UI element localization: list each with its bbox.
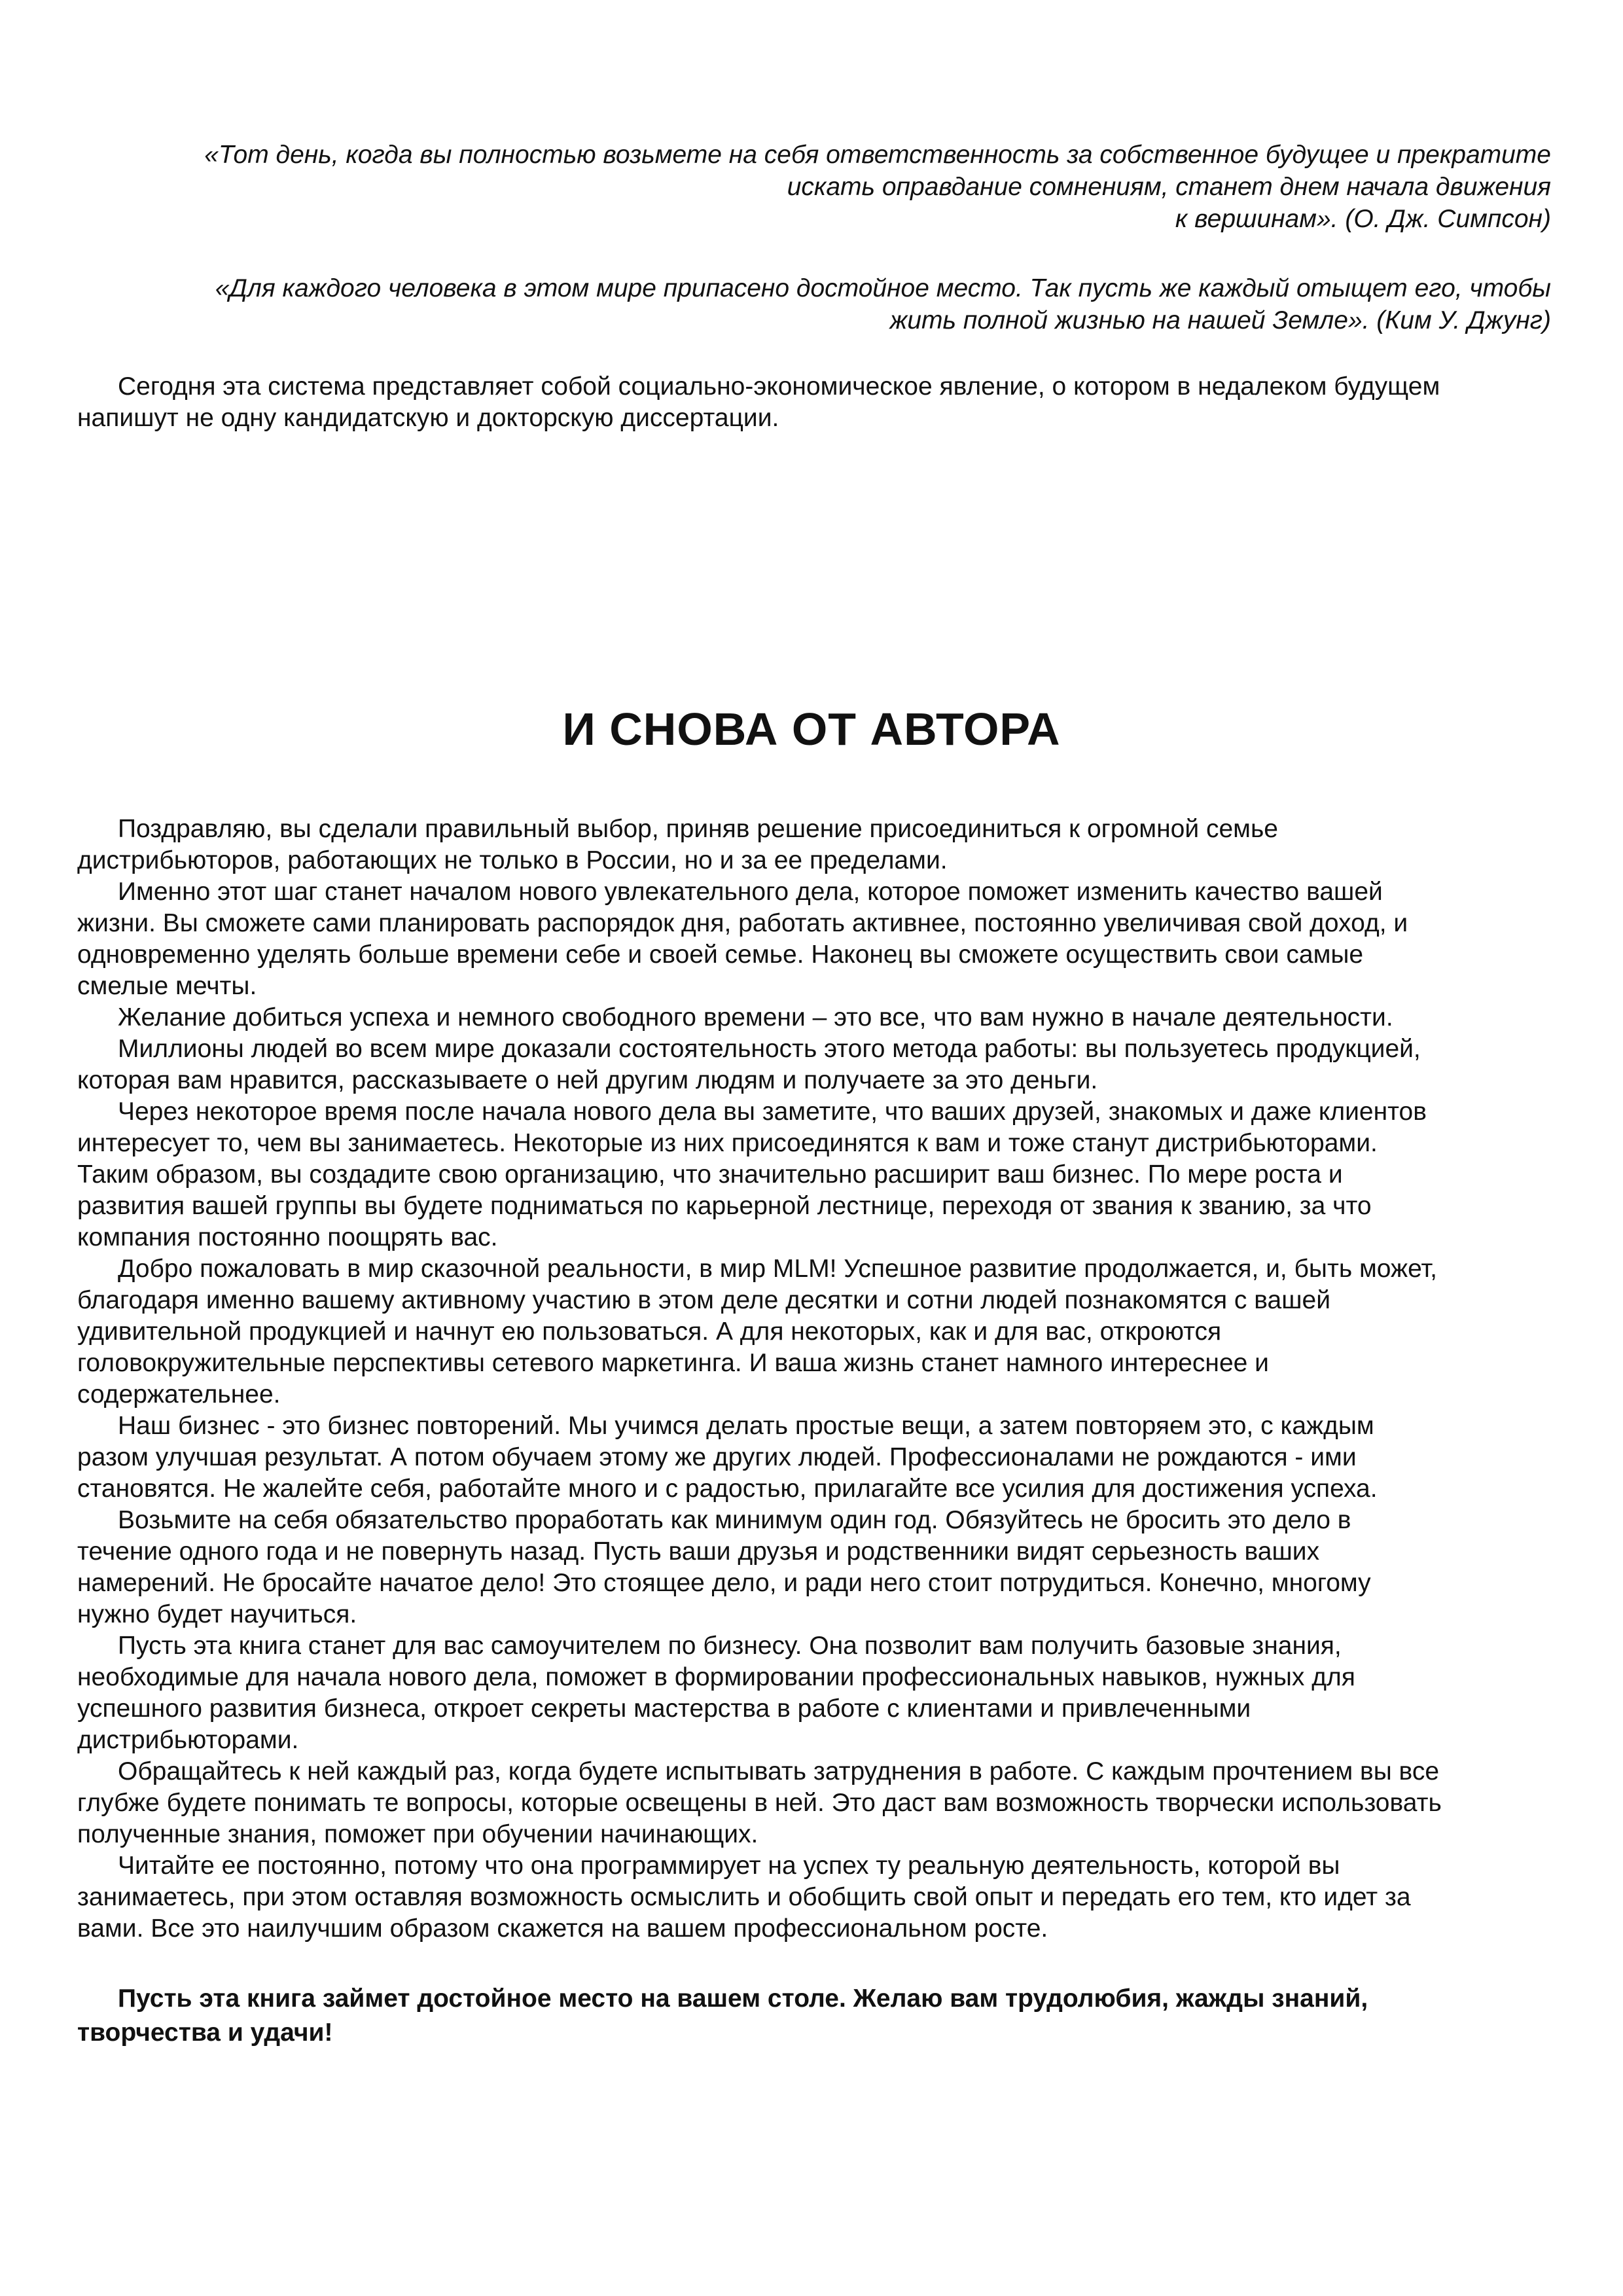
text-line: интересует то, чем вы занимаетесь. Некоторые из них присоединятся к вам и тоже станут дистрибьюторами. (77, 1129, 1378, 1157)
text-line: Сегодня эта система представляет собой социально-экономическое явление, о котором в недалеком будущем (118, 372, 1440, 401)
text-line: намерений. Не бросайте начатое дело! Это стоящее дело, и ради него стоит потрудиться. Конечно, многому (77, 1569, 1371, 1597)
text-line: одновременно уделять больше времени себе и своей семье. Наконец вы сможете осуществить свои самые (77, 941, 1364, 969)
closing-statement (77, 1982, 1553, 2050)
text-line: полученные знания, поможет при обучении начинающих. (77, 1820, 758, 1848)
text-line: Желание добиться успеха и немного свободного времени – это все, что вам нужно в начале деятельности. (118, 1003, 1393, 1031)
text-line: Наш бизнес - это бизнес повторений. Мы учимся делать простые вещи, а затем повторяем это, с каждым (118, 1412, 1374, 1440)
text-line: Пусть эта книга займет достойное место на вашем столе. Желаю вам трудолюбия, жажды знаний, (118, 1984, 1368, 2013)
text-line: Таким образом, вы создадите свою организацию, что значительно расширит ваш бизнес. По мере роста и (77, 1160, 1343, 1189)
text-line: Обращайтесь к ней каждый раз, когда будете испытывать затруднения в работе. С каждым прочтением вы все (118, 1757, 1440, 1785)
text-line: глубже будете понимать те вопросы, которые освещены в ней. Это даст вам возможность творчески использовать (77, 1789, 1442, 1817)
quote-line: к вершинам». (О. Дж. Симпсон) (1175, 205, 1551, 233)
epigraph-quote-simpson (46, 139, 1551, 235)
text-line: Добро пожаловать в мир сказочной реальности, в мир MLM! Успешное развитие продолжается, и, быть может, (118, 1255, 1437, 1283)
text-line: Через некоторое время после начала нового дела вы заметите, что ваших друзей, знакомых и даже клиентов (118, 1098, 1427, 1126)
text-line: успешного развития бизнеса, откроет секреты мастерства в работе с клиентами и привлеченными (77, 1695, 1251, 1723)
text-line: развития вашей группы вы будете подниматься по карьерной лестнице, переходя от звания к званию, за что (77, 1192, 1372, 1220)
text-line: разом улучшая результат. А потом обучаем этому же других людей. Профессионалами не рождаются - ими (77, 1443, 1357, 1471)
text-line: жизни. Вы сможете сами планировать распорядок дня, работать активнее, постоянно увеличивая свой доход, и (77, 909, 1408, 937)
text-line: компания постоянно поощрять вас. (77, 1223, 498, 1251)
text-line: дистрибьюторами. (77, 1726, 299, 1754)
text-line: дистрибьюторов, работающих не только в России, но и за ее пределами. (77, 846, 948, 874)
text-line: Возьмите на себя обязательство проработать как минимум один год. Обязуйтесь не бросить это дело в (118, 1506, 1351, 1534)
text-line: течение одного года и не повернуть назад. Пусть ваши друзья и родственники видят серьезность ваших (77, 1537, 1320, 1566)
text-line: Читайте ее постоянно, потому что она программирует на успех ту реальную деятельность, которой вы (118, 1852, 1340, 1880)
text-line: Миллионы людей во всем мире доказали состоятельность этого метода работы: вы пользуетесь продукцией, (118, 1035, 1421, 1063)
quote-line: «Для каждого человека в этом мире припасено достойное место. Так пусть же каждый отыщет его, чтобы (215, 274, 1551, 302)
quote-line: «Тот день, когда вы полностью возьмете на себя ответственность за собственное будущее и прекратите (204, 141, 1551, 169)
epigraph-quote-jung (46, 272, 1551, 336)
section-body (77, 814, 1553, 1945)
text-line: удивительной продукцией и начнут ею пользоваться. А для некоторых, как и для вас, откроются (77, 1318, 1222, 1346)
text-line: становятся. Не жалейте себя, работайте много и с радостью, прилагайте все усилия для достижения успеха. (77, 1475, 1378, 1503)
text-line: нужно будет научиться. (77, 1600, 357, 1628)
text-line: творчества и удачи! (77, 2018, 333, 2047)
section-heading: И СНОВА ОТ АВТОРА (562, 704, 1061, 755)
text-line: Пусть эта книга станет для вас самоучителем по бизнесу. Она позволит вам получить базовые знания, (118, 1632, 1342, 1660)
text-line: напишут не одну кандидатскую и докторскую диссертации. (77, 404, 779, 432)
quote-line: жить полной жизнью на нашей Земле». (Ким У. Джунг) (889, 306, 1551, 334)
intro-paragraph (77, 371, 1553, 434)
text-line: вами. Все это наилучшим образом скажется на вашем профессиональном росте. (77, 1914, 1048, 1943)
text-line: благодаря именно вашему активному участию в этом деле десятки и сотни людей познакомятся с вашей (77, 1286, 1330, 1314)
text-line: смелые мечты. (77, 972, 257, 1000)
text-line: содержательнее. (77, 1380, 281, 1408)
quote-line: искать оправдание сомнениям, станет днем начала движения (787, 173, 1551, 201)
text-line: которая вам нравится, рассказываете о ней другим людям и получаете за это деньги. (77, 1066, 1098, 1094)
text-line: головокружительные перспективы сетевого маркетинга. И ваша жизнь станет намного интереснее и (77, 1349, 1269, 1377)
text-line: необходимые для начала нового дела, поможет в формировании профессиональных навыков, нужных для (77, 1663, 1355, 1691)
text-line: занимаетесь, при этом оставляя возможность осмыслить и обобщить свой опыт и передать его тем, кто идет за (77, 1883, 1411, 1911)
text-line: Поздравляю, вы сделали правильный выбор, приняв решение присоединиться к огромной семье (118, 815, 1278, 843)
text-line: Именно этот шаг станет началом нового увлекательного дела, которое поможет изменить качество вашей (118, 878, 1383, 906)
